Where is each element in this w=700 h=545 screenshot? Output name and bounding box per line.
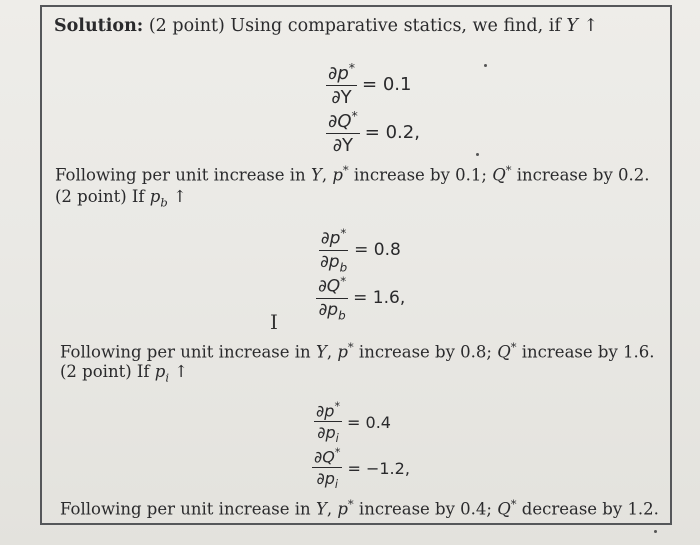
fraction bbox=[326, 60, 357, 108]
numerator: ∂p* bbox=[328, 60, 356, 84]
fraction bbox=[312, 446, 342, 492]
fraction bbox=[316, 274, 348, 322]
equation-dp-dY bbox=[326, 60, 411, 108]
fraction bbox=[314, 400, 342, 446]
equation-dp-dpi bbox=[314, 400, 391, 446]
equation-value: = −1.2, bbox=[347, 459, 410, 479]
equation-value: = 0.2, bbox=[364, 121, 420, 143]
equation-value: = 0.1 bbox=[362, 73, 412, 95]
equation-dQ-dpb bbox=[316, 274, 405, 322]
text-cursor-icon: I bbox=[270, 310, 278, 334]
equation-value: = 1.6, bbox=[353, 288, 406, 309]
equation-dQ-dY bbox=[326, 108, 420, 156]
fraction bbox=[326, 108, 360, 156]
numerator: ∂Q* bbox=[314, 446, 341, 467]
denominator: $\partial p_i$ bbox=[316, 469, 338, 492]
fraction bbox=[318, 226, 349, 274]
dust-speck bbox=[484, 64, 487, 67]
equation-value: = 0.8 bbox=[354, 240, 401, 261]
equation-dQ-dpi bbox=[312, 446, 410, 492]
equation-dp-dpb bbox=[318, 226, 401, 274]
denominator: $\partial p_b$ bbox=[318, 299, 346, 323]
heading-text: (2 point) Using comparative statics, we find, if Y ↑ bbox=[148, 16, 599, 36]
conclusion-1: Following per unit increase in Y, p* increase by 0.1; Q* increase by 0.2. bbox=[55, 163, 650, 185]
solution-label: Solution: bbox=[54, 16, 144, 36]
numerator: ∂Q* bbox=[328, 108, 358, 132]
solution-heading bbox=[54, 16, 598, 36]
numerator: ∂Q* bbox=[318, 274, 347, 297]
dust-speck bbox=[476, 153, 479, 156]
part-2-intro: (2 point) If $p_b$ ↑ bbox=[55, 187, 187, 210]
conclusion-3: Following per unit increase in Y, p* increase by 0.4; Q* decrease by 1.2. bbox=[60, 497, 659, 519]
dust-speck bbox=[654, 530, 657, 533]
denominator: ∂Y bbox=[332, 135, 354, 156]
denominator: $\partial p_i$ bbox=[317, 423, 339, 446]
denominator: $\partial p_b$ bbox=[320, 251, 348, 275]
part-3-intro: (2 point) If $p_i$ ↑ bbox=[60, 362, 189, 385]
denominator: ∂Y bbox=[331, 87, 352, 108]
equation-value: = 0.4 bbox=[347, 413, 391, 433]
numerator: ∂p* bbox=[316, 400, 341, 421]
conclusion-2: Following per unit increase in Y, p* increase by 0.8; Q* increase by 1.6. bbox=[60, 340, 655, 362]
numerator: ∂p* bbox=[320, 226, 347, 249]
